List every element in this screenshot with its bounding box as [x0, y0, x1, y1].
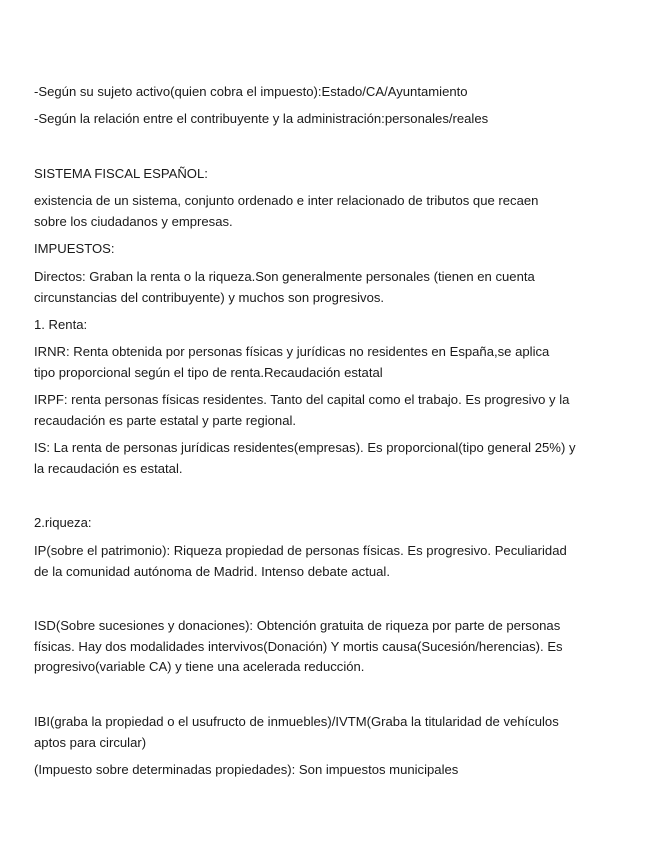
- text-line: progresivo(variable CA) y tiene una acelerada reducción.: [34, 659, 365, 674]
- text-line: tipo proporcional según el tipo de renta.Recaudación estatal: [34, 364, 383, 380]
- heading-renta: [34, 315, 614, 336]
- text-line: Directos: Graban la renta o la riqueza.Son generalmente personales (tienen en cuenta: [34, 269, 535, 284]
- text-line: IS: La renta de personas jurídicas residentes(empresas). Es proporcional(tipo general 25%) y: [34, 440, 576, 455]
- text-line: 1. Renta:: [34, 317, 88, 332]
- text-line: SISTEMA FISCAL ESPAÑOL:: [34, 166, 208, 181]
- paragraph-definicion: [34, 191, 614, 232]
- text-line: IRNR: Renta obtenida por personas físicas y jurídicas no residentes en España,se aplica: [34, 344, 550, 359]
- text-line: recaudación es parte estatal y parte regional.: [34, 412, 297, 428]
- paragraph-irpf: [34, 390, 614, 431]
- text-line: (Impuesto sobre determinadas propiedades): Son impuestos municipales: [34, 762, 459, 777]
- heading-riqueza: [34, 513, 614, 534]
- text-line: ISD(Sobre sucesiones y donaciones): Obtención gratuita de riqueza por parte de personas: [34, 618, 561, 633]
- text-line: IP(sobre el patrimonio): Riqueza propiedad de personas físicas. Es progresivo. Peculiaridad: [34, 543, 567, 558]
- text-line: -Según la relación entre el contribuyente y la administración:personales/reales: [34, 111, 489, 126]
- paragraph-impuestos-municipales: [34, 760, 614, 781]
- text-line: -Según su sujeto activo(quien cobra el impuesto):Estado/CA/Ayuntamiento: [34, 84, 468, 99]
- paragraph-sujeto-activo: [34, 82, 614, 103]
- paragraph-ibi-ivtm: [34, 712, 614, 753]
- text-line: sobre los ciudadanos y empresas.: [34, 213, 233, 229]
- paragraph-directos: [34, 267, 614, 308]
- heading-sistema-fiscal: [34, 164, 614, 185]
- text-line: de la comunidad autónoma de Madrid. Intenso debate actual.: [34, 563, 390, 579]
- text-line: físicas. Hay dos modalidades intervivos(Donación) Y mortis causa(Sucesión/herencias). Es: [34, 638, 563, 654]
- heading-impuestos: [34, 239, 614, 260]
- text-line: IRPF: renta personas físicas residentes. Tanto del capital como el trabajo. Es progresivo y la: [34, 392, 570, 407]
- text-line: IMPUESTOS:: [34, 241, 115, 256]
- paragraph-irnr: [34, 342, 614, 383]
- text-line: IBI(graba la propiedad o el usufructo de inmuebles)/IVTM(Graba la titularidad de vehículos: [34, 714, 559, 729]
- paragraph-ip: [34, 541, 614, 582]
- paragraph-relacion-contribuyente: [34, 109, 614, 130]
- paragraph-is: [34, 438, 614, 479]
- text-line: aptos para circular): [34, 734, 147, 750]
- text-line: 2.riqueza:: [34, 515, 92, 530]
- text-line: circunstancias del contribuyente) y muchos son progresivos.: [34, 289, 385, 305]
- text-line: existencia de un sistema, conjunto ordenado e inter relacionado de tributos que recaen: [34, 193, 539, 208]
- paragraph-isd: [34, 616, 614, 678]
- text-line: la recaudación es estatal.: [34, 460, 183, 476]
